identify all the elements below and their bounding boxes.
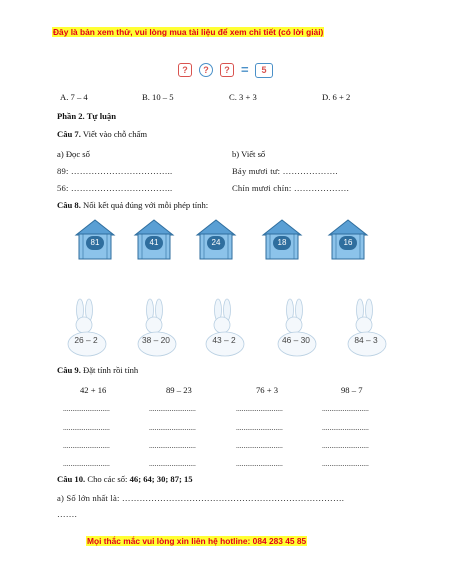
cau9-dotline[interactable]: .........................: [322, 404, 369, 413]
rabbit-1[interactable]: [63, 298, 109, 360]
cau8-text: Nối kết quả đúng với mỗi phép tính:: [80, 200, 209, 210]
cau7-row1-right: Bảy mươi tư: ……………….: [232, 166, 338, 176]
cau8-heading: [57, 200, 208, 210]
rabbit-2[interactable]: [133, 298, 179, 360]
rabbit-3[interactable]: [201, 298, 247, 360]
option-a: A. 7 – 4: [60, 92, 88, 102]
cau9-problem-2: 89 – 23: [166, 385, 192, 395]
rabbit-expression: 84 – 3: [354, 335, 378, 345]
cau9-text: Đặt tính rồi tính: [80, 365, 139, 375]
cau9-dotline[interactable]: .........................: [149, 441, 196, 450]
option-b: B. 10 – 5: [142, 92, 174, 102]
rabbit-expression: 46 – 30: [282, 335, 310, 345]
house-number: 41: [145, 236, 163, 250]
cau9-dotline[interactable]: .........................: [63, 459, 110, 468]
rabbit-expression: 38 – 20: [142, 335, 170, 345]
house-number: 18: [273, 236, 291, 250]
cau9-dotline[interactable]: .........................: [322, 423, 369, 432]
house-number: 16: [339, 236, 357, 250]
cau9-dotline[interactable]: .........................: [149, 423, 196, 432]
rabbit-expression: 43 – 2: [212, 335, 236, 345]
rabbit-5[interactable]: [343, 298, 389, 360]
cau7-text: Viết vào chỗ chấm: [80, 129, 148, 139]
puzzle-box-1: ?: [178, 63, 192, 77]
puzzle-equals: =: [241, 62, 249, 77]
rabbit-icon: [273, 298, 319, 360]
puzzle-answer-box: 5: [255, 63, 273, 78]
cau10-text: Cho các số:: [85, 474, 130, 484]
cau9-dotline[interactable]: .........................: [63, 441, 110, 450]
hotline-banner: Mọi thắc mắc vui lòng xin liên hệ hotline: 084 283 45 85: [87, 536, 307, 546]
option-d: D. 6 + 2: [322, 92, 351, 102]
cau9-dotline[interactable]: .........................: [63, 423, 110, 432]
puzzle-box-3: ?: [220, 63, 234, 77]
cau9-heading: [57, 365, 138, 375]
cau7-b-label: b) Viết số: [232, 149, 266, 159]
cau9-label: Câu 9.: [57, 365, 81, 375]
house-24[interactable]: [195, 217, 237, 261]
part2-title: Phần 2. Tự luận: [57, 111, 116, 121]
cau9-dotline[interactable]: .........................: [236, 423, 283, 432]
cau7-a-label: a) Đọc số: [57, 149, 90, 159]
house-18[interactable]: [261, 217, 303, 261]
cau9-dotline[interactable]: .........................: [322, 459, 369, 468]
rabbit-icon: [343, 298, 389, 360]
cau9-dotline[interactable]: .........................: [236, 441, 283, 450]
cau10-numbers: 46; 64; 30; 87; 15: [129, 474, 193, 484]
cau9-dotline[interactable]: .........................: [63, 404, 110, 413]
cau10-a-line-continued: …….: [57, 509, 77, 519]
rabbit-icon: [63, 298, 109, 360]
cau9-dotline[interactable]: .........................: [149, 404, 196, 413]
cau7-row1-left: 89: ……………………………..: [57, 166, 173, 176]
cau7-row2-left: 56: ……………………………..: [57, 183, 173, 193]
house-81[interactable]: [74, 217, 116, 261]
cau10-label: Câu 10.: [57, 474, 86, 484]
cau9-dotline[interactable]: .........................: [322, 441, 369, 450]
cau7-row2-right: Chín mươi chín: ……………….: [232, 183, 349, 193]
puzzle-box-2: ?: [199, 63, 213, 77]
cau9-problem-1: 42 + 16: [80, 385, 107, 395]
cau7-label: Câu 7.: [57, 129, 81, 139]
option-c: C. 3 + 3: [229, 92, 257, 102]
cau9-dotline[interactable]: .........................: [236, 459, 283, 468]
rabbit-4[interactable]: [273, 298, 319, 360]
cau10-a-line[interactable]: a) Số lớn nhất là: ………………………………………………………………….: [57, 493, 345, 503]
rabbit-icon: [133, 298, 179, 360]
cau9-dotline[interactable]: .........................: [236, 404, 283, 413]
cau9-dotline[interactable]: .........................: [149, 459, 196, 468]
house-41[interactable]: [133, 217, 175, 261]
house-number: 81: [86, 236, 104, 250]
rabbit-icon: [201, 298, 247, 360]
cau7-heading: [57, 129, 147, 139]
house-number: 24: [207, 236, 225, 250]
cau9-problem-3: 76 + 3: [256, 385, 279, 395]
cau10-heading: [57, 474, 193, 484]
preview-notice-banner: Đây là bản xem thử, vui lòng mua tài liệu để xem chi tiết (có lời giải): [53, 27, 324, 37]
cau9-problem-4: 98 – 7: [341, 385, 363, 395]
rabbit-expression: 26 – 2: [74, 335, 98, 345]
house-16[interactable]: [327, 217, 369, 261]
cau8-label: Câu 8.: [57, 200, 81, 210]
